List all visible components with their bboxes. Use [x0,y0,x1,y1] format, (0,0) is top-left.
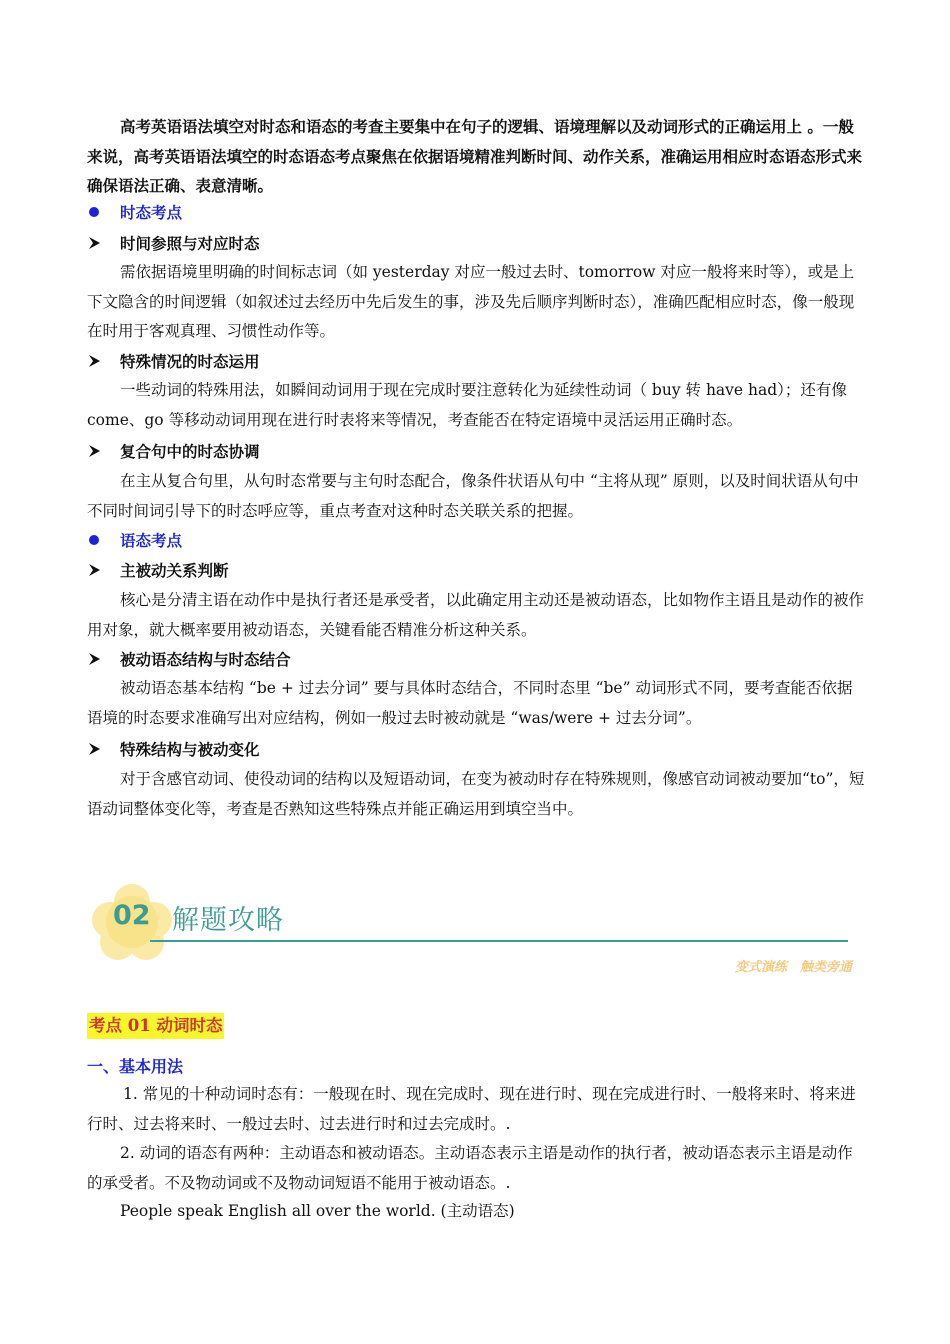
arrow-bullet-icon [87,742,101,756]
voice-item-1-body: 核心是分清主语在动作中是执行者还是承受者，以此确定用主动还是被动语态，比如物作主语且是动作的被作用对象，就大概率要用被动语态，关键看能否精准分析这种关系。 [87,591,865,639]
tense-item-3-header [87,437,260,465]
arrow-bullet-icon [87,354,101,368]
section-banner [92,884,852,994]
tense-item-1-body: 需依据语境里明确的时间标志词（如 yesterday 对应一般过去时、tomorrow 对应一般将来时等），或是上下文隐含的时间逻辑（如叙述过去经历中先后发生的事，涉及先后顺序判断时态），准确匹配相应时态，像一般现在时用于客观真理、习惯性动作等。 [87,263,855,340]
section-number: 02 [113,900,151,931]
tense-item-2-body: 一些动词的特殊用法，如瞬间动词用于现在完成时要注意转化为延续性动词（ buy 转 have had）；还有像 come、go 等移动动词用现在进行时表将来等情况，考查能否在特定语境中灵活运用正确时态。 [87,381,847,429]
arrow-bullet-icon [87,444,101,458]
point-subheading: 一、基本用法 [87,1057,184,1076]
voice-section-title: 语态考点 [120,531,183,550]
tense-item-3-heading: 复合句中的时态协调 [120,442,260,461]
arrow-bullet-icon [87,236,101,250]
tense-item-2-header [87,347,260,375]
section-subtitle: 变式演练 触类旁通 [734,960,852,975]
voice-section-header [87,526,182,554]
point-example: People speak English all over the world. (主动语态) [120,1202,515,1220]
point-paragraph-1: 1. 常见的十种动词时态有：一般现在时、现在完成时、现在进行时、现在完成进行时、一般将来时、将来进行时、过去将来时、一般过去时、过去进行时和过去完成时。. [87,1085,856,1133]
bullet-icon [89,207,99,217]
arrow-bullet-icon [87,652,101,666]
bullet-icon [89,535,99,545]
tense-item-3-body: 在主从复合句里，从句时态常要与主句时态配合，像条件状语从句中 “主将从现” 原则，以及时间状语从句中不同时间词引导下的时态呼应等，重点考查对这种时态关联关系的把握。 [87,472,859,520]
voice-item-2-body: 被动语态基本结构 “be + 过去分词” 要与具体时态结合，不同时态里 “be” 动词形式不同，要考查能否依据语境的时态要求准确写出对应结构，例如一般过去时被动就是 “was/were + 过去分词”。 [87,679,853,727]
voice-item-3-header [87,735,260,763]
tense-section-header [87,198,182,226]
tense-item-1-heading: 时间参照与对应时态 [120,234,260,253]
voice-item-1-heading: 主被动关系判断 [120,561,229,580]
voice-item-3-body: 对于含感官动词、使役动词的结构以及短语动词，在变为被动时存在特殊规则，像感官动词被动要加“to”，短语动词整体变化等，考查是否熟知这些特殊点并能正确运用到填空当中。 [87,770,865,818]
voice-item-2-header [87,645,291,673]
section-title: 解题攻略 [172,905,284,936]
voice-item-2-heading: 被动语态结构与时态结合 [120,650,291,669]
tense-section-title: 时态考点 [120,203,183,222]
tense-item-1-header [87,229,260,257]
intro-paragraph: 高考英语语法填空对时态和语态的考查主要集中在句子的逻辑、语境理解以及动词形式的正确运用上 。一般来说，高考英语语法填空的时态语态考点聚焦在依据语境精准判断时间、动作关系，准确运用相应时态语态形式来确保语法正确、表意清晰。 [87,117,863,195]
tense-item-2-heading: 特殊情况的时态运用 [120,352,260,371]
point-title: 考点 01 动词时态 [87,1013,224,1039]
arrow-bullet-icon [87,563,101,577]
voice-item-3-heading: 特殊结构与被动变化 [120,740,260,759]
voice-item-1-header [87,556,229,584]
point-paragraph-2: 2. 动词的语态有两种：主动语态和被动语态。主动语态表示主语是动作的执行者，被动语态表示主语是动作的承受者。不及物动词或不及物动词短语不能用于被动语态。. [87,1144,853,1192]
